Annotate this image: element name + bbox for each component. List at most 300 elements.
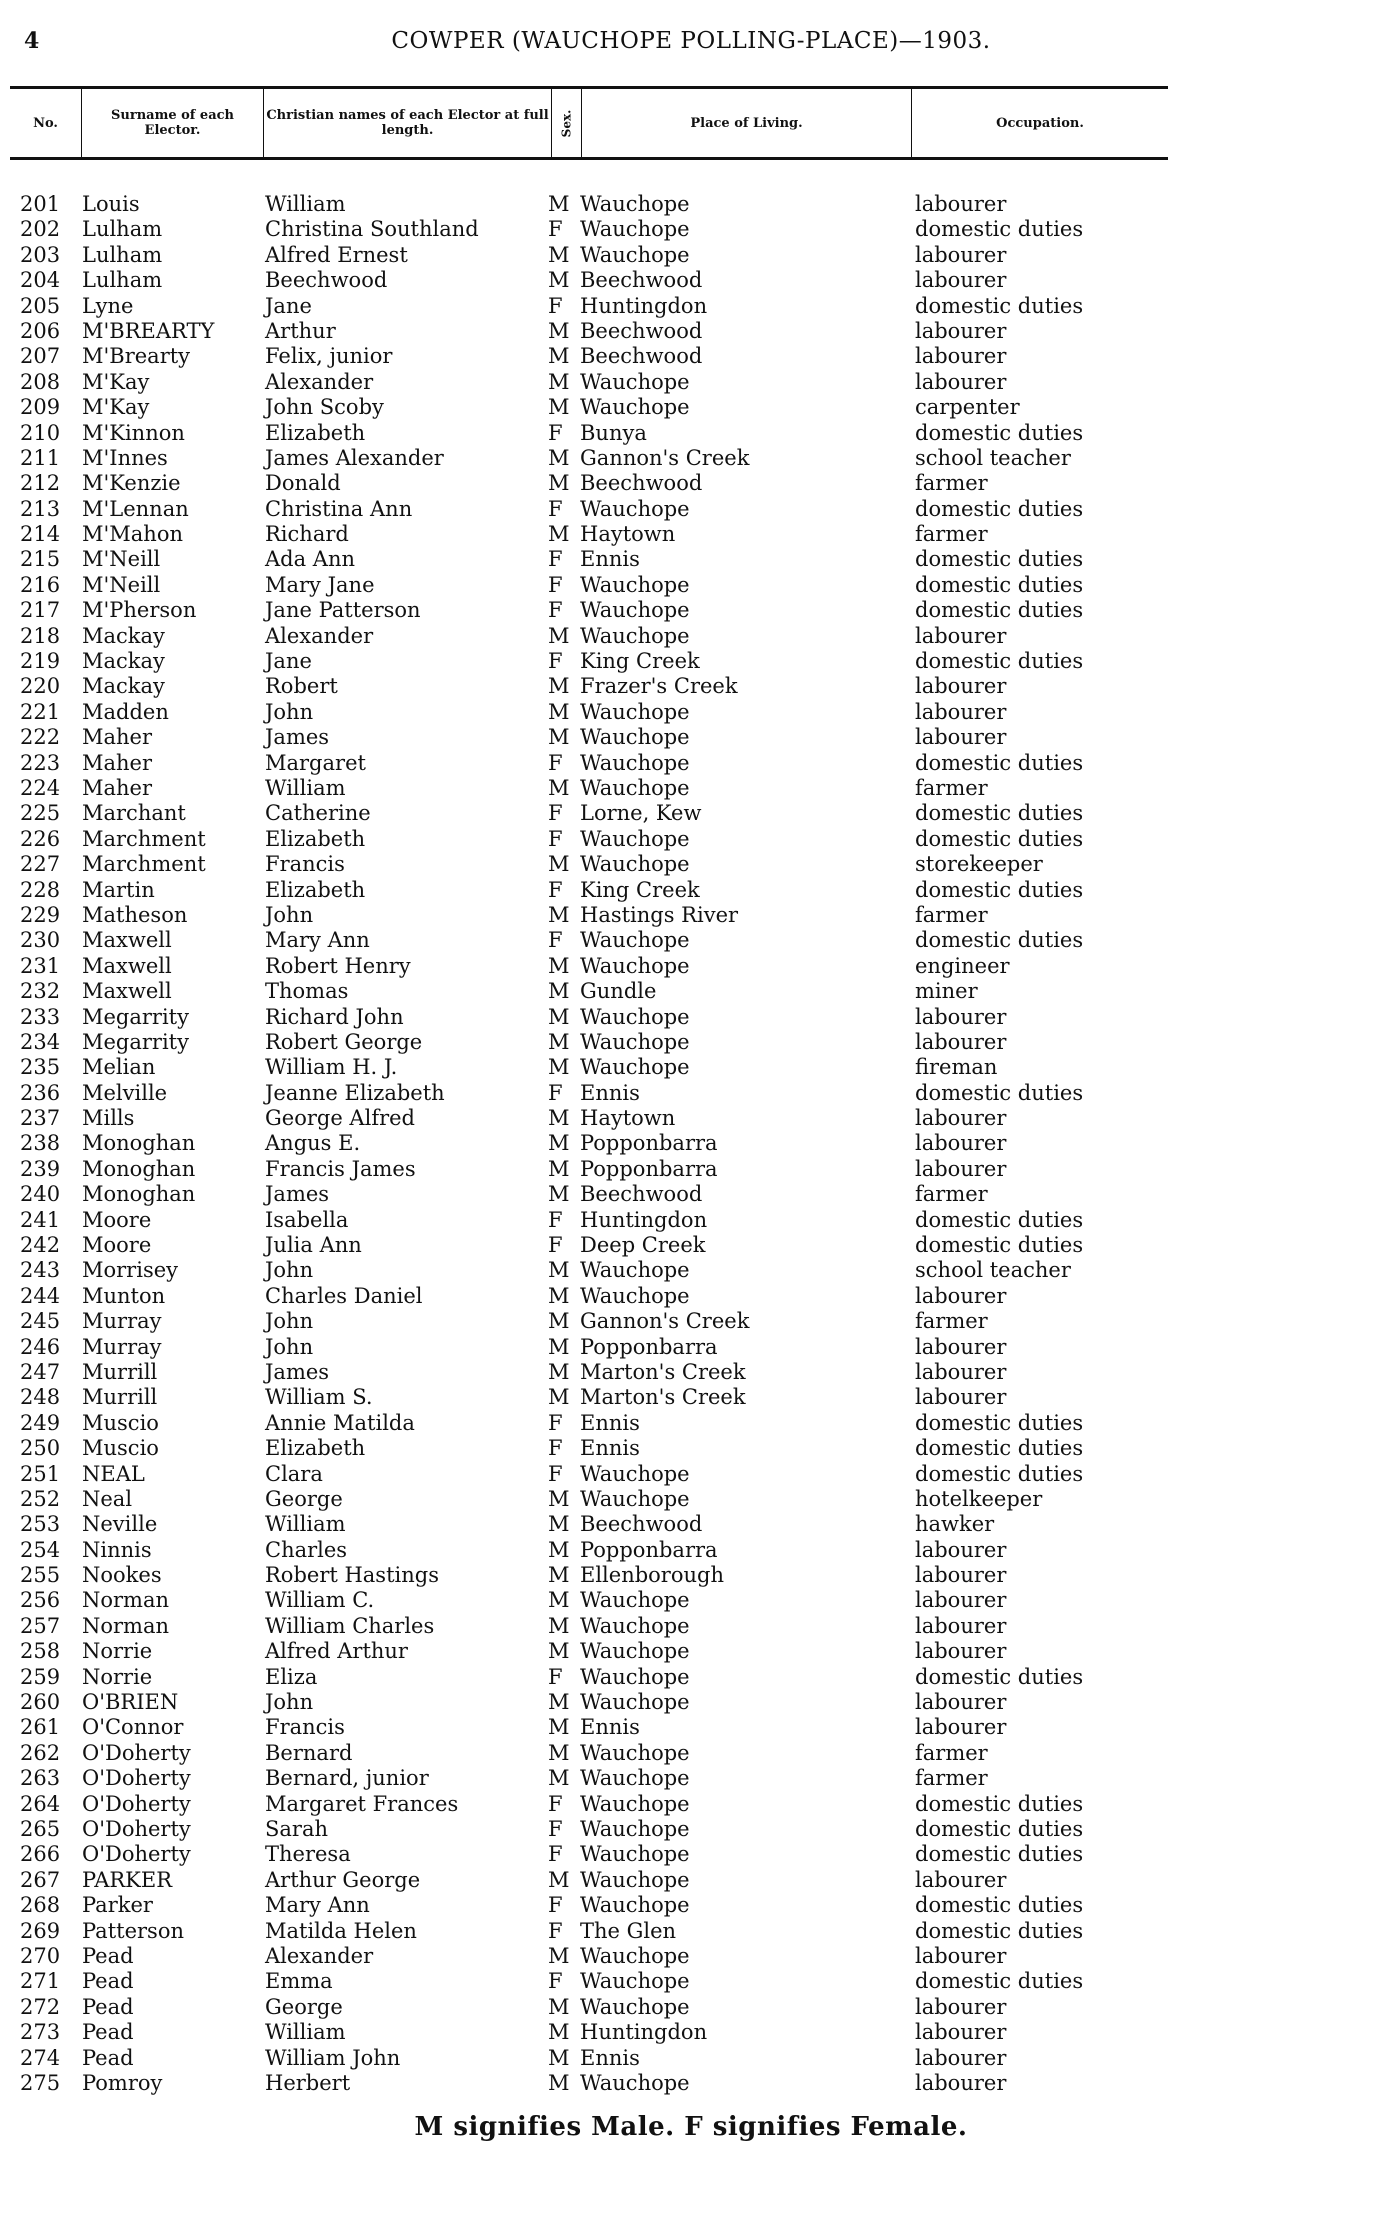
elector-number: 275 bbox=[20, 2070, 61, 2095]
elector-christian-names: Elizabeth bbox=[265, 1436, 366, 1461]
elector-sex: F bbox=[548, 649, 563, 674]
elector-surname: Madden bbox=[82, 699, 169, 724]
elector-christian-names: Jane bbox=[265, 293, 312, 318]
elector-number: 246 bbox=[20, 1334, 61, 1359]
elector-occupation: carpenter bbox=[915, 395, 1020, 420]
elector-occupation: school teacher bbox=[915, 1258, 1071, 1283]
table-row bbox=[0, 1919, 1382, 1944]
elector-place: Haytown bbox=[580, 1106, 676, 1131]
elector-christian-names: Francis bbox=[265, 1715, 345, 1740]
elector-christian-names: Robert George bbox=[265, 1029, 423, 1054]
elector-surname: Louis bbox=[82, 192, 140, 216]
elector-place: Wauchope bbox=[580, 699, 690, 724]
elector-surname: M'Kenzie bbox=[82, 471, 181, 496]
elector-place: King Creek bbox=[580, 877, 700, 902]
elector-place: Wauchope bbox=[580, 1613, 690, 1638]
header-surname: Surname of each Elector. bbox=[82, 89, 264, 157]
elector-number: 266 bbox=[20, 1842, 61, 1867]
table-row bbox=[0, 1462, 1382, 1487]
table-row bbox=[0, 1335, 1382, 1360]
elector-sex: F bbox=[548, 217, 563, 242]
elector-number: 271 bbox=[20, 1969, 61, 1994]
elector-place: Gannon's Creek bbox=[580, 1309, 750, 1334]
elector-sex: M bbox=[548, 1258, 570, 1283]
table-row bbox=[0, 1208, 1382, 1233]
elector-christian-names: Arthur bbox=[265, 318, 336, 343]
table-row bbox=[0, 979, 1382, 1004]
elector-sex: M bbox=[548, 2070, 570, 2095]
elector-sex: F bbox=[548, 1893, 563, 1918]
table-row bbox=[0, 1715, 1382, 1740]
elector-number: 240 bbox=[20, 1182, 61, 1207]
table-row bbox=[0, 1639, 1382, 1664]
table-row bbox=[0, 319, 1382, 344]
elector-sex: M bbox=[548, 775, 570, 800]
elector-place: Wauchope bbox=[580, 192, 690, 216]
table-row bbox=[0, 421, 1382, 446]
elector-place: Wauchope bbox=[580, 2070, 690, 2095]
elector-place: Wauchope bbox=[580, 1969, 690, 1994]
table-row bbox=[0, 1538, 1382, 1563]
elector-place: Wauchope bbox=[580, 1943, 690, 1968]
elector-sex: F bbox=[548, 420, 563, 445]
elector-surname: M'Kay bbox=[82, 369, 150, 394]
elector-sex: F bbox=[548, 1207, 563, 1232]
elector-sex: F bbox=[548, 293, 563, 318]
elector-surname: Munton bbox=[82, 1283, 166, 1308]
elector-number: 249 bbox=[20, 1410, 61, 1435]
table-row bbox=[0, 801, 1382, 826]
elector-occupation: storekeeper bbox=[915, 852, 1043, 877]
elector-sex: M bbox=[548, 1131, 570, 1156]
elector-surname: Matheson bbox=[82, 902, 188, 927]
elector-sex: M bbox=[548, 1588, 570, 1613]
elector-surname: Monoghan bbox=[82, 1131, 196, 1156]
elector-number: 250 bbox=[20, 1436, 61, 1461]
elector-number: 217 bbox=[20, 598, 61, 623]
elector-place: Wauchope bbox=[580, 1258, 690, 1283]
elector-number: 201 bbox=[20, 192, 61, 216]
elector-christian-names: John bbox=[265, 699, 314, 724]
elector-occupation: labourer bbox=[915, 1867, 1007, 1892]
elector-place: Wauchope bbox=[580, 1817, 690, 1841]
elector-sex: M bbox=[548, 395, 570, 420]
elector-occupation: domestic duties bbox=[915, 1461, 1084, 1486]
elector-sex: F bbox=[548, 598, 563, 623]
elector-number: 273 bbox=[20, 2020, 61, 2045]
elector-surname: Norrie bbox=[82, 1639, 153, 1664]
elector-place: The Glen bbox=[580, 1918, 677, 1943]
elector-occupation: farmer bbox=[915, 471, 988, 496]
elector-sex: M bbox=[548, 1943, 570, 1968]
table-row bbox=[0, 598, 1382, 623]
elector-number: 216 bbox=[20, 572, 61, 597]
elector-sex: M bbox=[548, 1639, 570, 1664]
elector-sex: F bbox=[548, 1791, 563, 1816]
table-row bbox=[0, 1055, 1382, 1080]
elector-place: Beechwood bbox=[580, 318, 703, 343]
table-row bbox=[0, 1106, 1382, 1131]
elector-sex: M bbox=[548, 1486, 570, 1511]
elector-place: Wauchope bbox=[580, 775, 690, 800]
elector-sex: M bbox=[548, 192, 570, 216]
table-row bbox=[0, 1665, 1382, 1690]
elector-christian-names: Christina Southland bbox=[265, 217, 479, 242]
elector-occupation: farmer bbox=[915, 775, 988, 800]
elector-sex: F bbox=[548, 547, 563, 572]
elector-occupation: labourer bbox=[915, 1283, 1007, 1308]
table-header bbox=[10, 86, 1168, 160]
elector-sex: M bbox=[548, 1690, 570, 1715]
elector-christian-names: William Charles bbox=[265, 1613, 435, 1638]
elector-occupation: farmer bbox=[915, 1740, 988, 1765]
elector-sex: M bbox=[548, 623, 570, 648]
elector-place: Gundle bbox=[580, 979, 657, 1004]
elector-surname: Neville bbox=[82, 1512, 158, 1537]
table-row bbox=[0, 294, 1382, 319]
elector-place: Wauchope bbox=[580, 242, 690, 267]
elector-surname: M'BREARTY bbox=[82, 318, 215, 343]
elector-number: 272 bbox=[20, 1994, 61, 2019]
elector-sex: F bbox=[548, 1969, 563, 1994]
elector-number: 223 bbox=[20, 750, 61, 775]
elector-occupation: farmer bbox=[915, 1309, 988, 1334]
elector-surname: Maxwell bbox=[82, 953, 172, 978]
elector-number: 261 bbox=[20, 1715, 61, 1740]
elector-surname: Moore bbox=[82, 1233, 152, 1258]
elector-sex: M bbox=[548, 1563, 570, 1588]
elector-occupation: labourer bbox=[915, 318, 1007, 343]
header-occupation: Occupation. bbox=[996, 115, 1084, 131]
elector-christian-names: Ada Ann bbox=[265, 547, 356, 572]
elector-sex: M bbox=[548, 1106, 570, 1131]
elector-occupation: domestic duties bbox=[915, 1918, 1084, 1943]
table-row bbox=[0, 1385, 1382, 1410]
elector-sex: M bbox=[548, 1182, 570, 1207]
elector-christian-names: James bbox=[265, 725, 330, 750]
table-row bbox=[0, 1741, 1382, 1766]
elector-christian-names: Richard John bbox=[265, 1004, 404, 1029]
table-row bbox=[0, 1182, 1382, 1207]
table-row bbox=[0, 878, 1382, 903]
elector-surname: Martin bbox=[82, 877, 155, 902]
elector-surname: Moore bbox=[82, 1207, 152, 1232]
elector-christian-names: Mary Jane bbox=[265, 572, 375, 597]
elector-number: 258 bbox=[20, 1639, 61, 1664]
elector-surname: Norman bbox=[82, 1613, 170, 1638]
elector-number: 208 bbox=[20, 369, 61, 394]
elector-sex: M bbox=[548, 1867, 570, 1892]
elector-place: Popponbarra bbox=[580, 1131, 718, 1156]
elector-number: 233 bbox=[20, 1004, 61, 1029]
elector-place: Popponbarra bbox=[580, 1334, 718, 1359]
elector-number: 209 bbox=[20, 395, 61, 420]
elector-place: Wauchope bbox=[580, 1893, 690, 1918]
elector-surname: M'Brearty bbox=[82, 344, 191, 369]
elector-occupation: labourer bbox=[915, 369, 1007, 394]
elector-place: Wauchope bbox=[580, 217, 690, 242]
header-sex-cell bbox=[552, 89, 582, 157]
elector-christian-names: Elizabeth bbox=[265, 826, 366, 851]
elector-sex: F bbox=[548, 801, 563, 826]
elector-place: Wauchope bbox=[580, 369, 690, 394]
elector-place: Wauchope bbox=[580, 1055, 690, 1080]
elector-christian-names: James bbox=[265, 1359, 330, 1384]
elector-surname: Monoghan bbox=[82, 1156, 196, 1181]
header-place: Place of Living. bbox=[582, 89, 912, 157]
elector-number: 220 bbox=[20, 674, 61, 699]
table-row bbox=[0, 547, 1382, 572]
elector-place: Wauchope bbox=[580, 598, 690, 623]
elector-christian-names: Catherine bbox=[265, 801, 371, 826]
elector-occupation: labourer bbox=[915, 344, 1007, 369]
elector-sex: F bbox=[548, 1233, 563, 1258]
elector-surname: Ninnis bbox=[82, 1537, 152, 1562]
elector-number: 235 bbox=[20, 1055, 61, 1080]
elector-place: Wauchope bbox=[580, 623, 690, 648]
elector-occupation: labourer bbox=[915, 2045, 1007, 2070]
table-row bbox=[0, 1436, 1382, 1461]
elector-christian-names: William bbox=[265, 2020, 346, 2045]
elector-occupation: labourer bbox=[915, 1156, 1007, 1181]
elector-occupation: domestic duties bbox=[915, 928, 1084, 953]
elector-place: Lorne, Kew bbox=[580, 801, 702, 826]
elector-surname: O'Doherty bbox=[82, 1842, 191, 1867]
elector-occupation: domestic duties bbox=[915, 547, 1084, 572]
elector-place: Wauchope bbox=[580, 826, 690, 851]
elector-christian-names: William John bbox=[265, 2045, 401, 2070]
elector-place: Wauchope bbox=[580, 750, 690, 775]
elector-christian-names: George bbox=[265, 1994, 343, 2019]
elector-occupation: engineer bbox=[915, 953, 1010, 978]
elector-christian-names: Theresa bbox=[265, 1842, 351, 1867]
elector-occupation: farmer bbox=[915, 1766, 988, 1791]
elector-christian-names: Alexander bbox=[265, 1943, 374, 1968]
elector-surname: O'Doherty bbox=[82, 1791, 191, 1816]
elector-christian-names: Francis bbox=[265, 852, 345, 877]
elector-sex: M bbox=[548, 445, 570, 470]
elector-sex: F bbox=[548, 572, 563, 597]
elector-christian-names: Robert Henry bbox=[265, 953, 411, 978]
elector-surname: Lyne bbox=[82, 293, 134, 318]
elector-sex: M bbox=[548, 1283, 570, 1308]
elector-surname: Maxwell bbox=[82, 979, 172, 1004]
elector-place: Ennis bbox=[580, 1410, 640, 1435]
elector-number: 252 bbox=[20, 1486, 61, 1511]
elector-sex: M bbox=[548, 953, 570, 978]
table-row bbox=[0, 471, 1382, 496]
elector-occupation: labourer bbox=[915, 1537, 1007, 1562]
elector-number: 219 bbox=[20, 649, 61, 674]
elector-occupation: domestic duties bbox=[915, 572, 1084, 597]
elector-place: Hastings River bbox=[580, 902, 739, 927]
elector-occupation: farmer bbox=[915, 522, 988, 547]
elector-place: Frazer's Creek bbox=[580, 674, 738, 699]
elector-surname: O'Doherty bbox=[82, 1817, 191, 1841]
elector-occupation: labourer bbox=[915, 1029, 1007, 1054]
table-row bbox=[0, 192, 1382, 217]
elector-christian-names: John bbox=[265, 1258, 314, 1283]
elector-occupation: domestic duties bbox=[915, 1436, 1084, 1461]
elector-occupation: domestic duties bbox=[915, 496, 1084, 521]
elector-christian-names: Jeanne Elizabeth bbox=[265, 1080, 445, 1105]
table-row bbox=[0, 1411, 1382, 1436]
table-row bbox=[0, 446, 1382, 471]
table-row bbox=[0, 497, 1382, 522]
elector-occupation: domestic duties bbox=[915, 1817, 1084, 1841]
elector-surname: Melville bbox=[82, 1080, 168, 1105]
elector-sex: F bbox=[548, 877, 563, 902]
elector-sex: M bbox=[548, 242, 570, 267]
elector-sex: M bbox=[548, 1385, 570, 1410]
elector-christian-names: Mary Ann bbox=[265, 928, 370, 953]
elector-christian-names: Margaret bbox=[265, 750, 366, 775]
elector-place: Wauchope bbox=[580, 395, 690, 420]
elector-sex: F bbox=[548, 928, 563, 953]
elector-number: 215 bbox=[20, 547, 61, 572]
elector-occupation: domestic duties bbox=[915, 217, 1084, 242]
elector-number: 202 bbox=[20, 217, 61, 242]
elector-sex: M bbox=[548, 369, 570, 394]
elector-number: 244 bbox=[20, 1283, 61, 1308]
elector-christian-names: Emma bbox=[265, 1969, 333, 1994]
elector-surname: O'Doherty bbox=[82, 1740, 191, 1765]
elector-place: Wauchope bbox=[580, 1867, 690, 1892]
elector-number: 251 bbox=[20, 1461, 61, 1486]
elector-surname: Melian bbox=[82, 1055, 156, 1080]
elector-surname: Pead bbox=[82, 2045, 134, 2070]
elector-christian-names: Alexander bbox=[265, 623, 374, 648]
table-row bbox=[0, 649, 1382, 674]
elector-sex: M bbox=[548, 1512, 570, 1537]
elector-surname: M'Lennan bbox=[82, 496, 189, 521]
page-title: COWPER (WAUCHOPE POLLING-PLACE)—1903. bbox=[391, 28, 991, 54]
elector-surname: Maxwell bbox=[82, 928, 172, 953]
elector-sex: M bbox=[548, 902, 570, 927]
table-row bbox=[0, 522, 1382, 547]
elector-occupation: hotelkeeper bbox=[915, 1486, 1043, 1511]
elector-sex: F bbox=[548, 1436, 563, 1461]
elector-surname: Lulham bbox=[82, 242, 163, 267]
elector-christian-names: Charles bbox=[265, 1537, 348, 1562]
elector-surname: M'Mahon bbox=[82, 522, 183, 547]
elector-christian-names: George bbox=[265, 1486, 343, 1511]
elector-surname: M'Innes bbox=[82, 445, 168, 470]
elector-surname: Murray bbox=[82, 1309, 162, 1334]
table-row bbox=[0, 1284, 1382, 1309]
elector-surname: Norrie bbox=[82, 1664, 153, 1689]
elector-number: 242 bbox=[20, 1233, 61, 1258]
elector-number: 267 bbox=[20, 1867, 61, 1892]
elector-place: Beechwood bbox=[580, 344, 703, 369]
elector-sex: M bbox=[548, 2020, 570, 2045]
elector-surname: Monoghan bbox=[82, 1182, 196, 1207]
elector-surname: Mackay bbox=[82, 649, 165, 674]
elector-surname: M'Neill bbox=[82, 572, 161, 597]
footer-legend: M signifies Male. F signifies Female. bbox=[414, 2112, 968, 2142]
elector-number: 269 bbox=[20, 1918, 61, 1943]
elector-number: 264 bbox=[20, 1791, 61, 1816]
table-row bbox=[0, 954, 1382, 979]
elector-sex: M bbox=[548, 1766, 570, 1791]
elector-christian-names: William bbox=[265, 775, 346, 800]
elector-christian-names: Annie Matilda bbox=[265, 1410, 415, 1435]
table-row bbox=[0, 1512, 1382, 1537]
elector-number: 274 bbox=[20, 2045, 61, 2070]
elector-sex: F bbox=[548, 1817, 563, 1841]
table-row bbox=[0, 1614, 1382, 1639]
table-row bbox=[0, 268, 1382, 293]
elector-sex: M bbox=[548, 344, 570, 369]
elector-christian-names: Thomas bbox=[265, 979, 349, 1004]
elector-christian-names: Jane Patterson bbox=[265, 598, 421, 623]
elector-surname: Norman bbox=[82, 1588, 170, 1613]
elector-surname: Maher bbox=[82, 775, 153, 800]
table-row bbox=[0, 751, 1382, 776]
elector-surname: Neal bbox=[82, 1486, 133, 1511]
elector-surname: Murrill bbox=[82, 1359, 158, 1384]
elector-occupation: domestic duties bbox=[915, 1207, 1084, 1232]
table-row bbox=[0, 1893, 1382, 1918]
elector-christian-names: John bbox=[265, 902, 314, 927]
elector-place: Wauchope bbox=[580, 1029, 690, 1054]
elector-sex: M bbox=[548, 318, 570, 343]
elector-christian-names: Robert bbox=[265, 674, 338, 699]
elector-christian-names: William S. bbox=[265, 1385, 373, 1410]
elector-christian-names: Francis James bbox=[265, 1156, 416, 1181]
elector-number: 268 bbox=[20, 1893, 61, 1918]
elector-surname: Lulham bbox=[82, 217, 163, 242]
elector-occupation: school teacher bbox=[915, 445, 1071, 470]
elector-sex: F bbox=[548, 1842, 563, 1867]
elector-surname: Marchment bbox=[82, 852, 206, 877]
elector-place: Beechwood bbox=[580, 1182, 703, 1207]
elector-number: 265 bbox=[20, 1817, 61, 1841]
elector-sex: F bbox=[548, 1461, 563, 1486]
elector-place: Wauchope bbox=[580, 928, 690, 953]
elector-number: 247 bbox=[20, 1359, 61, 1384]
table-row bbox=[0, 674, 1382, 699]
elector-sex: M bbox=[548, 2045, 570, 2070]
elector-occupation: labourer bbox=[915, 192, 1007, 216]
elector-place: Wauchope bbox=[580, 1461, 690, 1486]
elector-number: 270 bbox=[20, 1943, 61, 1968]
elector-number: 204 bbox=[20, 268, 61, 293]
elector-occupation: labourer bbox=[915, 2070, 1007, 2095]
elector-christian-names: Mary Ann bbox=[265, 1893, 370, 1918]
elector-number: 263 bbox=[20, 1766, 61, 1791]
table-row bbox=[0, 1233, 1382, 1258]
elector-occupation: labourer bbox=[915, 1943, 1007, 1968]
elector-surname: Mackay bbox=[82, 623, 165, 648]
elector-occupation: domestic duties bbox=[915, 1791, 1084, 1816]
elector-place: Wauchope bbox=[580, 496, 690, 521]
elector-christian-names: Felix, junior bbox=[265, 344, 393, 369]
elector-place: Wauchope bbox=[580, 1639, 690, 1664]
elector-place: Wauchope bbox=[580, 1740, 690, 1765]
elector-sex: M bbox=[548, 699, 570, 724]
elector-occupation: labourer bbox=[915, 1106, 1007, 1131]
table-row bbox=[0, 217, 1382, 242]
elector-surname: Megarrity bbox=[82, 1004, 189, 1029]
table-row bbox=[0, 1157, 1382, 1182]
table-row bbox=[0, 827, 1382, 852]
elector-surname: Pead bbox=[82, 1994, 134, 2019]
elector-number: 212 bbox=[20, 471, 61, 496]
elector-number: 222 bbox=[20, 725, 61, 750]
elector-place: Ellenborough bbox=[580, 1563, 724, 1588]
elector-place: Ennis bbox=[580, 1436, 640, 1461]
